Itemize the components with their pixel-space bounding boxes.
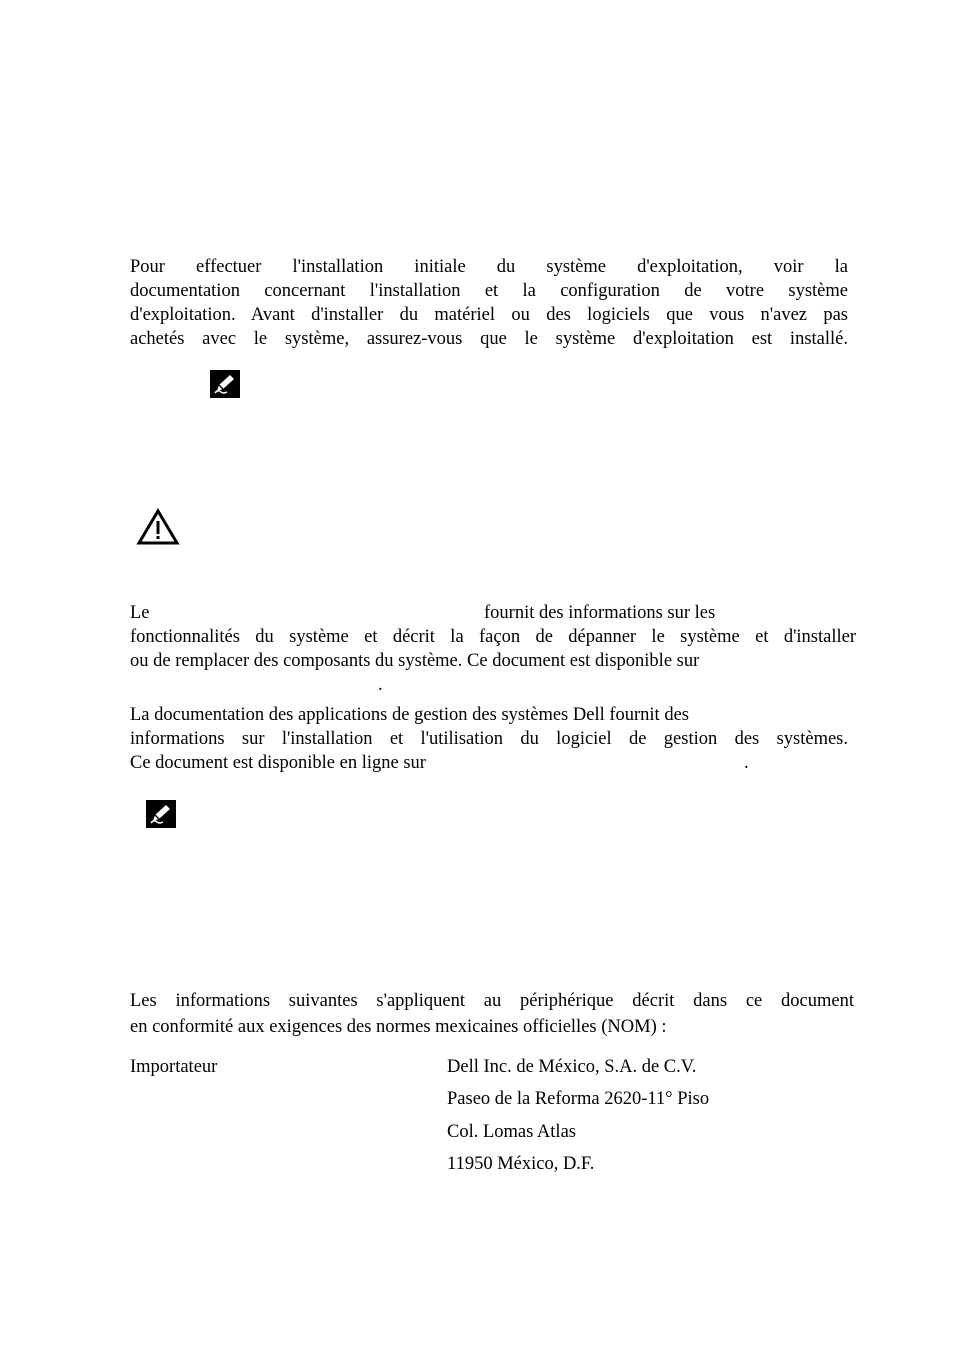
apps-paragraph [130,703,848,775]
manual-line-2: fonctionnalités du système et décrit la façon de dépanner le système et d'installer [130,627,856,647]
importer-address-line-3: Col. Lomas Atlas [447,1122,576,1142]
install-line-3: d'exploitation. Avant d'installer du matériel ou des logiciels que vous n'avez pas [130,305,848,325]
install-line-4: achetés avec le système, assurez-vous que le système d'exploitation est installé. [130,329,848,349]
apps-line-2: informations sur l'installation et l'utilisation du logiciel de gestion des systèmes. [130,729,848,749]
install-line-1: Pour effectuer l'installation initiale du système d'exploitation, voir la [130,257,848,277]
nom-paragraph [130,988,854,1040]
manual-line-1 [130,601,856,625]
manual-line-3: ou de remplacer des composants du système. Ce document est disponible sur [130,651,700,671]
apps-line-3 [130,751,848,775]
note-pencil-icon [146,800,176,828]
apps-line-3-start: Ce document est disponible en ligne sur [130,753,426,773]
apps-line-1: La documentation des applications de gestion des systèmes Dell fournit des [130,705,689,725]
note-pencil-icon [210,370,240,398]
importer-address-line-4: 11950 México, D.F. [447,1154,595,1174]
install-paragraph [130,255,848,351]
manual-line-1-start: Le [130,603,150,623]
nom-line-2: en conformité aux exigences des normes mexicaines officielles (NOM) : [130,1017,667,1037]
importer-label: Importateur [130,1057,218,1077]
apps-line-3-period: . [744,753,749,773]
warning-triangle-icon [136,508,180,546]
manual-line-1-end: fournit des informations sur les [484,603,716,623]
importer-address-line-1: Dell Inc. de México, S.A. de C.V. [447,1057,697,1077]
manual-line-4 [130,673,856,701]
install-line-2: documentation concernant l'installation et la configuration de votre système [130,281,848,301]
manual-paragraph [130,601,856,701]
manual-line-4-period: . [378,675,383,695]
nom-line-1: Les informations suivantes s'appliquent au périphérique décrit dans ce document [130,991,854,1011]
importer-address-line-2: Paseo de la Reforma 2620-11° Piso [447,1089,710,1109]
